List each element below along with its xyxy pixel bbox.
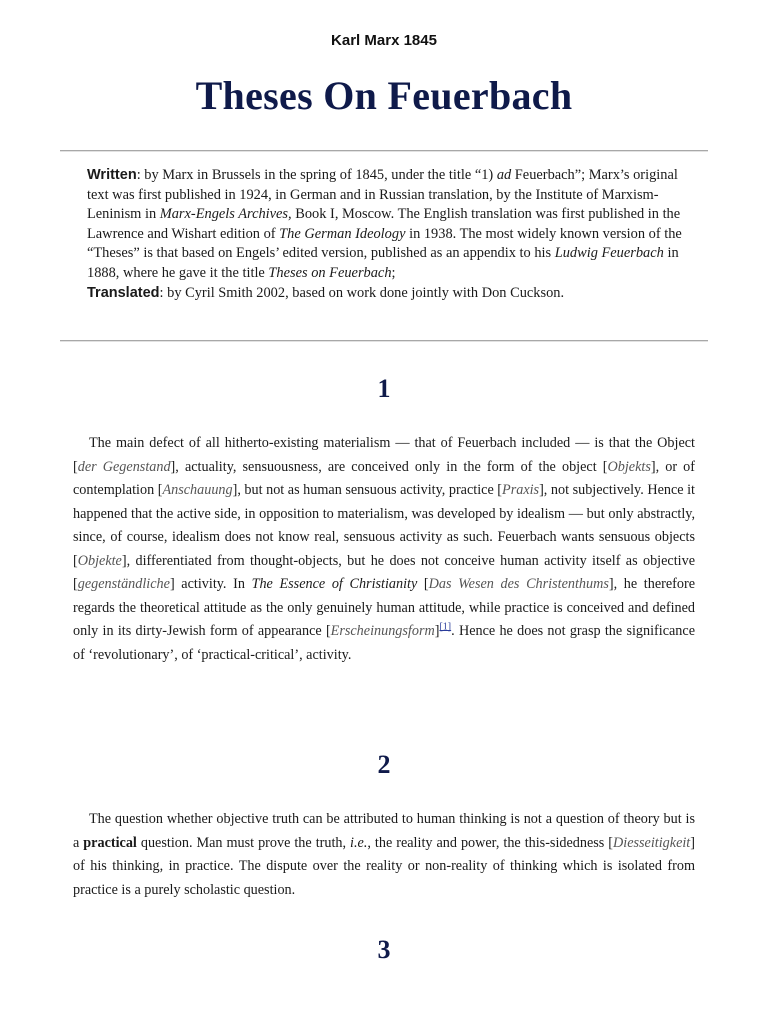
- written-book-title: Ludwig Feuerbach: [554, 245, 664, 262]
- author-line: Karl Marx 1845: [331, 32, 437, 49]
- divider-bottom: [60, 340, 708, 342]
- paragraph-text: ] activity. In: [169, 576, 252, 592]
- written-text: ;: [391, 264, 396, 281]
- paragraph-text: ], or of contemplation [: [73, 458, 695, 498]
- paragraph-text: . Hence he does not grasp the significance of ‘revolutionary’, of ‘practical-critical’, activity.: [73, 623, 695, 663]
- paragraph-text: The main defect of all hitherto-existing materialism — that of Feuerbach included — is that the Object [: [73, 435, 695, 475]
- paragraph-text: ], differentiated from thought-objects, but he does not conceive human activity itself as objective [: [73, 552, 695, 592]
- book-title: The Essence of Christianity: [251, 576, 418, 592]
- written-text: Book I, Moscow. The English translation was first published in the Lawrence and Wishart edition of: [87, 206, 681, 242]
- paragraph-text: ], but not as human sensuous activity, practice [: [232, 482, 503, 498]
- thesis-paragraph: [73, 808, 695, 902]
- thesis-paragraph: [73, 432, 695, 667]
- german-term: Anschauung: [162, 482, 233, 498]
- paragraph-text: ] of his thinking, in practice. The dispute over the reality or non-reality of thinking which is isolated from practice is a purely scholastic question.: [73, 834, 695, 898]
- section-number: 1: [377, 374, 391, 403]
- translated-label: Translated: [87, 284, 160, 301]
- section-number: 2: [377, 750, 391, 779]
- page-title: Theses On Feuerbach: [195, 73, 573, 118]
- german-term: Objekts: [607, 458, 651, 475]
- section-number: 3: [377, 935, 391, 964]
- paragraph-text: ], actuality, sensuousness, are conceived only in the form of the object [: [170, 458, 608, 475]
- german-term: Erscheinungsform: [330, 623, 435, 639]
- written-text: in 1938. The most widely known version of the “Theses” is that based on Engels’ edited version, published as an appendix to his: [87, 225, 682, 262]
- written-label: Written: [87, 167, 137, 183]
- translated-text: : by Cyril Smith 2002, based on work done jointly with Don Cuckson.: [159, 284, 565, 301]
- emphasis-term: practical: [83, 834, 137, 851]
- german-term: der Gegenstand: [77, 458, 171, 475]
- divider-top: [60, 150, 708, 152]
- german-term: Diesseitigkeit: [613, 834, 691, 851]
- written-text: : by Marx in Brussels in the spring of 1845, under the title “1): [136, 167, 497, 183]
- paragraph-text: ]: [434, 623, 440, 639]
- german-term: gegenständliche: [77, 576, 170, 592]
- paragraph-text: ], not subjectively. Hence it happened that the active side, in opposition to materialism, was developed by idealism — but only abstractly, since, of course, idealism does not know real, sensuous activity as such. Feuerbach wants sensuous objects [: [73, 482, 695, 569]
- paragraph-text: question. Man must prove the truth,: [136, 834, 351, 851]
- german-term: Das Wesen des Christenthums: [428, 576, 609, 592]
- written-book-title: Marx-Engels Archives,: [159, 206, 292, 223]
- emphasis-term: i.e.: [350, 834, 368, 851]
- paragraph-text: , the reality and power, the this-sidedness [: [367, 834, 614, 851]
- written-text: Feuerbach”; Marx’s original text was first published in 1924, in German and in Russian translation, by the Institute of Marxism-Leninism in: [87, 167, 678, 223]
- paragraph-text: The question whether objective truth can be attributed to human thinking is not a question of theory but is a: [73, 811, 695, 851]
- paragraph-text: ], he therefore regards the theoretical attitude as the only genuinely human attitude, while practice is conceived and defined only in its dirty-Jewish form of appearance [: [73, 576, 695, 639]
- german-term: Praxis: [502, 482, 540, 498]
- written-text: in 1888, where he gave it the title: [87, 245, 679, 281]
- written-book-title: The German Ideology: [279, 225, 406, 242]
- german-term: Objekte: [77, 552, 122, 569]
- paragraph-text: [: [417, 576, 429, 592]
- publication-info: [87, 166, 687, 303]
- footnote-link[interactable]: [1]: [439, 621, 452, 633]
- written-book-title: Theses on Feuerbach: [268, 264, 392, 281]
- written-ad: ad: [496, 167, 512, 183]
